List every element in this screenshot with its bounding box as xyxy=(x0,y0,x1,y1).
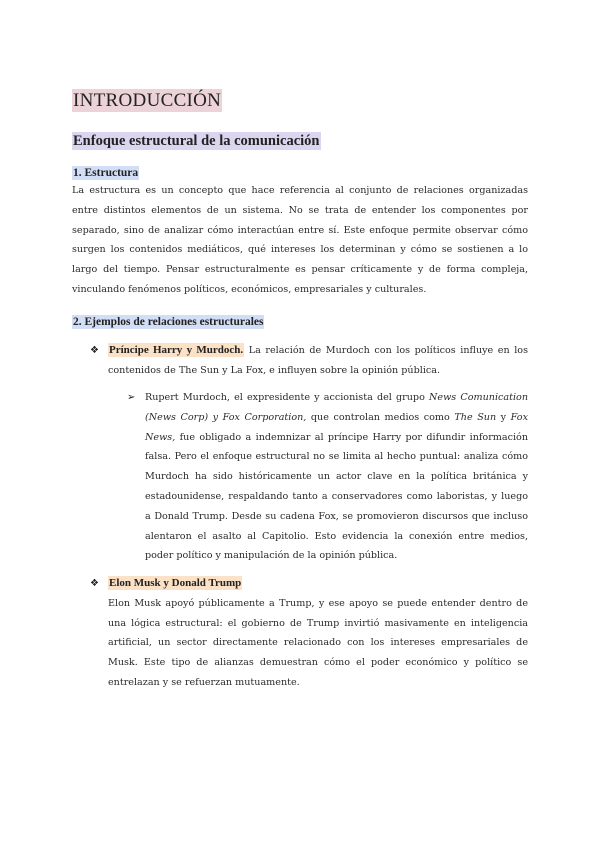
section-heading-highlight: Enfoque estructural de la comunicación xyxy=(73,133,320,149)
subheading-ejemplos xyxy=(72,314,264,330)
bullet-lead-harry-murdoch: Príncipe Harry y Murdoch. xyxy=(109,344,244,356)
bullet-item-harry-murdoch xyxy=(90,341,528,381)
bullet-lead-musk-trump: Elon Musk y Donald Trump xyxy=(109,577,242,589)
subheading-estructura xyxy=(72,165,139,181)
sub-bullet-item-rupert-murdoch xyxy=(127,388,528,568)
page-title xyxy=(72,88,222,114)
sub-text-part4: fue obligado a indemnizar al príncipe Harry por difundir información falsa. Pero el enfoque estructural no se limita al hecho puntual: analiza cómo Murdoch ha sido históricamente un actor clave en la política británica y estadounidense, respaldando tanto a conservadores como laboristas, y luego a Donald Trump. Desde su cadena Fox, se promovieron discursos que incluso alentaron el asalto al Capitolio. Esto evidencia la conexión entre medios, poder político y manipulación de la opinión pública. xyxy=(145,431,528,562)
diamond-bullet-icon: ❖ xyxy=(90,578,99,589)
bullet-text-harry-murdoch xyxy=(108,341,528,381)
sub-text-italic1: News Comunication (News Corp) y Fox Corporation, xyxy=(145,392,528,423)
bullet-body-musk-trump: Elon Musk apoyó públicamente a Trump, y ese apoyo se puede entender dentro de una lógica estructural: el gobierno de Trump invirtió masivamente en inteligencia artificial, un sector directamente relacionado con los intereses empresariales de Musk. Este tipo de alianzas demuestran cómo el poder económico y político se entrelazan y se refuerzan mutuamente. xyxy=(108,597,528,688)
sub-bullet-text-rupert-murdoch xyxy=(145,388,528,566)
diamond-bullet-icon: ❖ xyxy=(90,345,99,356)
section-heading xyxy=(72,131,321,151)
sub-text-part3: y xyxy=(496,411,511,423)
bullet-body-harry-murdoch: La relación de Murdoch con los políticos influye en los contenidos de The Sun y La Fox, e influyen sobre la opinión pública. xyxy=(108,345,528,376)
bullet-text-musk-trump xyxy=(108,574,528,693)
paragraph-estructura: La estructura es un concepto que hace referencia al conjunto de relaciones organizadas entre distintos elementos de un sistema. No se trata de entender los componentes por separado, sino de analizar cómo interactúan entre sí. Este enfoque permite observar cómo surgen los contenidos mediáticos, qué intereses los determinan y cómo se sostienen a lo largo del tiempo. Pensar estructuralmente es pensar críticamente y de forma compleja, vinculando fenómenos políticos, económicos, empresariales y culturales. xyxy=(72,185,528,295)
sub-text-part1: Rupert Murdoch, el expresidente y accionista del grupo xyxy=(145,392,430,403)
bullet-item-musk-trump xyxy=(90,574,528,694)
sub-text-italic2: The Sun xyxy=(454,411,497,423)
subheading-estructura-highlight: 1. Estructura xyxy=(73,167,139,179)
sub-text-italic3: Fox News, xyxy=(145,411,528,443)
sub-text-part2: que controlan medios como xyxy=(306,411,455,423)
subheading-ejemplos-highlight: 2. Ejemplos de relaciones estructurales xyxy=(73,316,264,328)
title-highlight: INTRODUCCIÓN xyxy=(73,90,222,111)
arrow-bullet-icon: ➢ xyxy=(127,392,136,403)
